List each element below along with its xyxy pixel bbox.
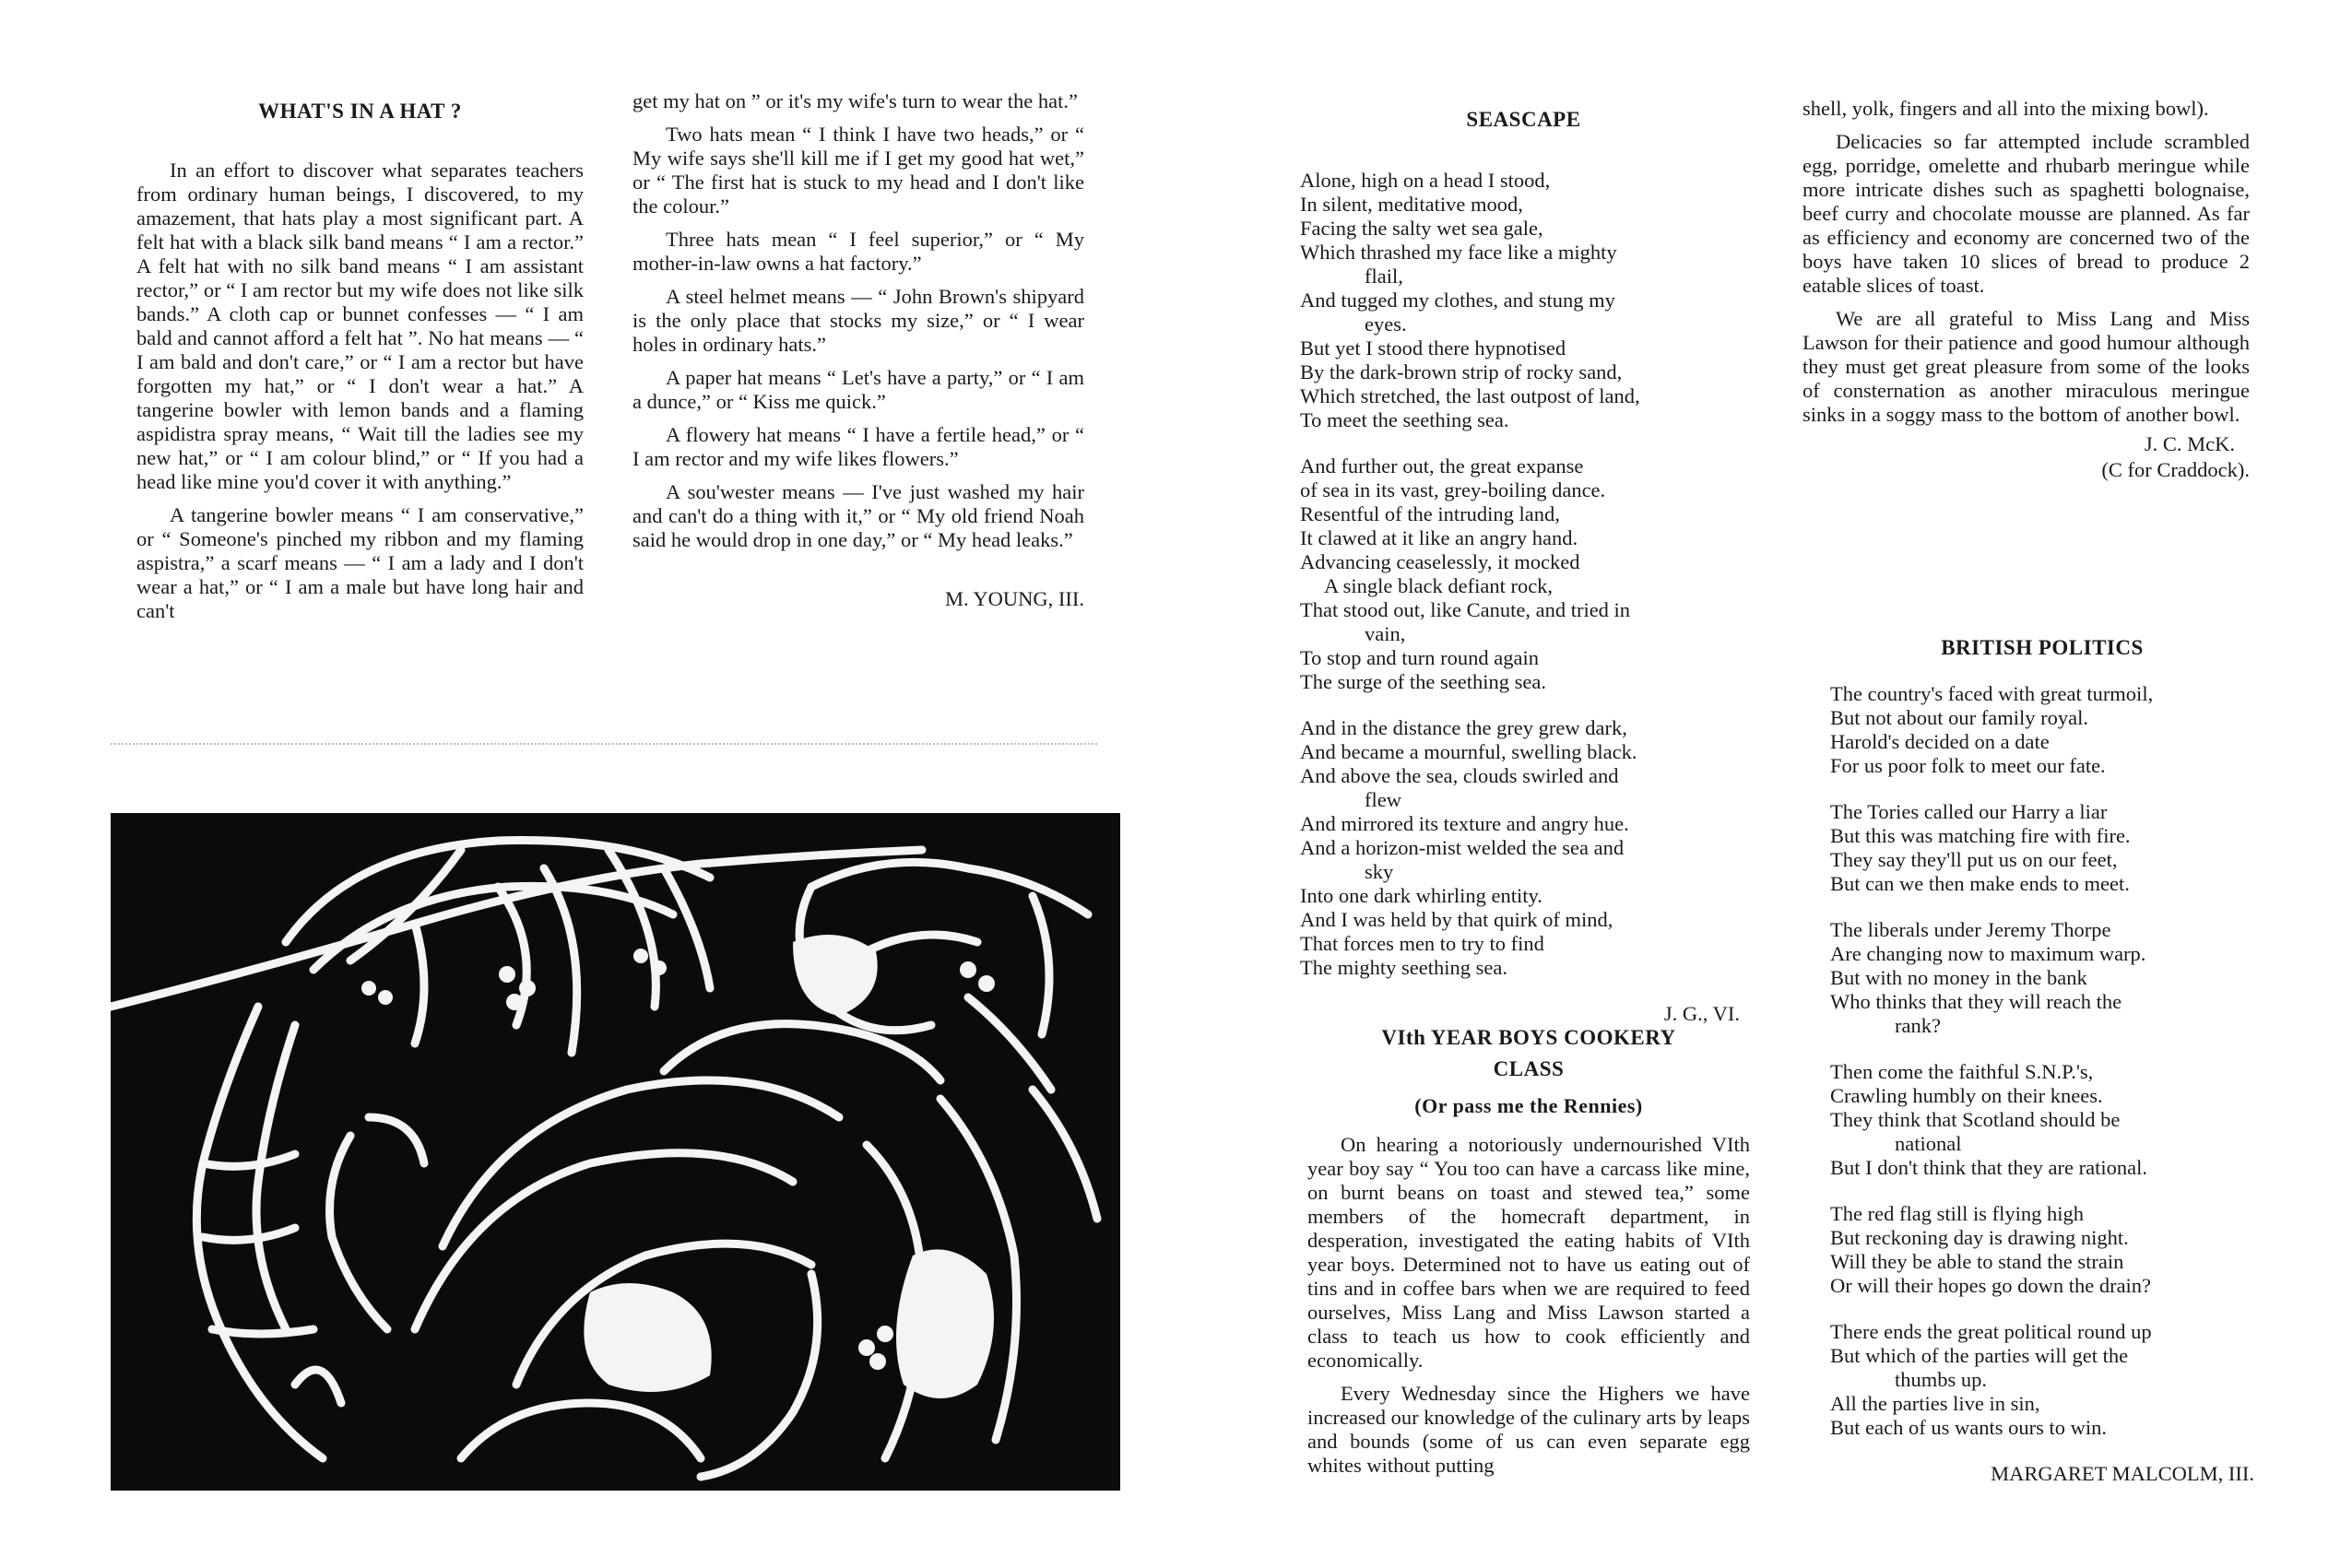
poem-line: Harold's decided on a date [1830, 730, 2050, 753]
poem-stanza [1300, 454, 1747, 694]
poem-line: Which stretched, the last outpost of land, [1300, 384, 1640, 407]
poem-line: And above the sea, clouds swirled and [1300, 764, 1619, 787]
paragraph: get my hat on ” or it's my wife's turn to wear the hat.” [632, 89, 1078, 112]
poem-line: But each of us wants ours to win. [1830, 1416, 2107, 1439]
poem-line: Alone, high on a head I stood, [1300, 169, 1551, 192]
poem-stanza [1830, 800, 2254, 896]
paragraph: A steel helmet means — “ John Brown's shipyard is the only place that stocks my size,” or “ I wear holes in ordinary hats.” [632, 285, 1084, 356]
paragraph: A paper hat means “ Let's have a party,” or “ I am a dunce,” or “ Kiss me quick.” [632, 366, 1084, 413]
poem-line: But reckoning day is drawing night. [1830, 1226, 2129, 1249]
poem-line: But can we then make ends to meet. [1830, 872, 2130, 895]
cookery-title-line1: VIth YEAR BOYS COOKERY [1381, 1026, 1676, 1049]
paragraph: On hearing a notoriously undernourished VIth year boy say “ You too can have a carcass like mine, on burnt beans on toast and stewed tea,” some members of the homecraft department, in desperation, investigated the eating habits of VIth year boys. Determined not to have us eating out of tins and in coffee bars when we are required to feed ourselves, Miss Lang and Miss Lawson started a class to teach us how to cook efficiently and economically. [1307, 1133, 1750, 1372]
poem-line: The red flag still is flying high [1830, 1202, 2084, 1225]
poem-line: Then come the faithful S.N.P.'s, [1830, 1060, 2094, 1083]
poem-line: But with no money in the bank [1830, 966, 2087, 989]
poem-stanza [1830, 682, 2254, 778]
seascape-stanzas [1300, 169, 1747, 980]
cookery-title-line2: CLASS [1493, 1057, 1565, 1080]
poem-line: Resentful of the intruding land, [1300, 502, 1560, 525]
poem-line: But this was matching fire with fire. [1830, 824, 2131, 847]
seascape-poem [1300, 108, 1747, 1026]
poem-line: But yet I stood there hypnotised [1300, 336, 1566, 360]
poem-line: But not about our family royal. [1830, 706, 2088, 729]
paragraph: Three hats mean “ I feel superior,” or “ My mother-in-law owns a hat factory.” [632, 228, 1084, 275]
poem-line: rank? [1895, 1014, 1941, 1037]
poem-line: To meet the seething sea. [1300, 408, 1509, 431]
poem-line: Advancing ceaselessly, it mocked [1300, 550, 1580, 573]
politics-signature: MARGARET MALCOLM, III. [1991, 1462, 2254, 1485]
poem-line: For us poor folk to meet our fate. [1830, 754, 2106, 777]
hat-signature: M. YOUNG, III. [944, 587, 1084, 610]
cookery-article-right [1802, 97, 2250, 482]
poem-line: Into one dark whirling entity. [1300, 884, 1542, 907]
section-divider [111, 743, 1097, 745]
poem-line: To stop and turn round again [1300, 646, 1540, 669]
linocut-illustration [111, 813, 1120, 1491]
hat-col1-body [136, 159, 584, 623]
paragraph: In an effort to discover what separates teachers from ordinary human beings, I discovered, to my amazement, that hats play a most significant part. A felt hat with a black silk band means “ I am a rector.” A felt hat with no silk band means “ I am assistant rector,” or “ I am rector but my wife does not like silk bands.” A cloth cap or bunnet confesses — “ I am bald and cannot afford a felt hat ”. No hat means — “ I am bald and don't care,” or “ I am a rector but have forgotten my hat,” or “ I don't wear a hat.” A tangerine bowler with lemon bands and a flaming aspidistra spray means, “ Wait till the ladies see my new hat,” or “ I am colour blind,” or “ If you had a head like mine you'd cover it with anything.” [136, 159, 584, 493]
poem-line: Who thinks that they will reach the [1830, 990, 2122, 1013]
poem-line: And mirrored its texture and angry hue. [1300, 812, 1629, 835]
poem-line: There ends the great political round up [1830, 1320, 2152, 1343]
poem-line: The Tories called our Harry a liar [1830, 800, 2108, 823]
poem-line: of sea in its vast, grey-boiling dance. [1300, 478, 1606, 501]
paragraph: A sou'wester means — I've just washed my hair and can't do a thing with it,” or “ My old friend Noah said he would drop in one day,” or “ My head leaks.” [632, 480, 1084, 551]
poem-line: flew [1365, 788, 1401, 811]
poem-line: eyes. [1365, 312, 1407, 336]
paragraph: Delicacies so far attempted include scrambled egg, porridge, omelette and rhubarb meringue while more intricate dishes such as spaghetti bolognaise, beef curry and chocolate mousse are planned. As far as efficiency and economy are concerned two of the boys have taken 10 slices of bread to produce 2 eatable slices of toast. [1802, 130, 2250, 297]
cookery-article-left [1307, 1026, 1750, 1478]
poem-line: vain, [1365, 622, 1406, 645]
poem-line: But which of the parties will get the [1830, 1344, 2129, 1367]
poem-line: flail, [1365, 265, 1403, 288]
cookery-subtitle: (Or pass me the Rennies) [1414, 1094, 1643, 1117]
poem-line: Which thrashed my face like a mighty [1300, 241, 1617, 264]
paragraph: A flowery hat means “ I have a fertile head,” or “ I am rector and my wife likes flowers.” [632, 423, 1084, 470]
paragraph: Every Wednesday since the Highers we have increased our knowledge of the culinary arts by leaps and bounds (some of us can even separate egg whites without putting [1307, 1382, 1750, 1477]
poem-line: And in the distance the grey grew dark, [1300, 716, 1627, 739]
seascape-signature: J. G., VI. [1663, 1002, 1740, 1025]
hat-article-col2 [632, 89, 1084, 611]
paragraph: A tangerine bowler means “ I am conservative,” or “ Someone's pinched my ribbon and my flaming aspistra,” a scarf means — “ I am a lady and I don't wear a hat,” or “ I am a male but have long hair and can't [136, 503, 584, 622]
politics-poem [1830, 636, 2254, 1486]
poem-line: thumbs up. [1895, 1368, 1988, 1391]
poem-line: And tugged my clothes, and stung my [1300, 289, 1615, 312]
poem-line: The mighty seething sea. [1300, 956, 1507, 979]
poem-line: The country's faced with great turmoil, [1830, 682, 2154, 705]
poem-line: Will they be able to stand the strain [1830, 1250, 2124, 1273]
poem-line: And became a mournful, swelling black. [1300, 740, 1637, 763]
politics-title: BRITISH POLITICS [1941, 636, 2144, 659]
seascape-title: SEASCAPE [1466, 108, 1581, 131]
poem-stanza [1830, 918, 2254, 1038]
poem-line: They say they'll put us on our feet, [1830, 848, 2118, 871]
paragraph: shell, yolk, fingers and all into the mixing bowl). [1802, 97, 2209, 120]
poem-line: They think that Scotland should be [1830, 1108, 2121, 1131]
poem-stanza [1830, 1320, 2254, 1440]
linocut-drawing [111, 813, 1120, 1491]
poem-line: sky [1365, 860, 1394, 883]
politics-stanzas [1830, 682, 2254, 1440]
paragraph: Two hats mean “ I think I have two heads,” or “ My wife says she'll kill me if I get my good hat wet,” or “ The first hat is stuck to my head and I don't like the colour.” [632, 123, 1084, 218]
poem-line: Or will their hopes go down the drain? [1830, 1274, 2152, 1297]
poem-stanza [1830, 1202, 2254, 1298]
poem-line: And further out, the great expanse [1300, 454, 1584, 477]
poem-line: The surge of the seething sea. [1300, 670, 1547, 693]
cookery-signature: J. C. McK. [2144, 432, 2235, 455]
poem-line: Are changing now to maximum warp. [1830, 942, 2146, 965]
cookery-right-body [1802, 97, 2250, 427]
poem-line: All the parties live in sin, [1830, 1392, 2040, 1415]
poem-stanza [1300, 716, 1747, 980]
poem-stanza [1830, 1060, 2254, 1180]
poem-line: A single black defiant rock, [1324, 574, 1554, 597]
poem-line: national [1895, 1132, 1962, 1155]
poem-line: Crawling humbly on their knees. [1830, 1084, 2103, 1107]
poem-line: By the dark-brown strip of rocky sand, [1300, 360, 1623, 383]
poem-line: In silent, meditative mood, [1300, 193, 1523, 216]
poem-stanza [1300, 169, 1747, 432]
cookery-left-body [1307, 1133, 1750, 1478]
hat-col2-body [632, 89, 1084, 552]
poem-line: That stood out, like Canute, and tried in [1300, 598, 1631, 621]
paragraph: We are all grateful to Miss Lang and Miss Lawson for their patience and good humour although they must get great pleasure from some of the looks of consternation as another miraculous meringue sinks in a soggy mass to the bottom of another bowl. [1802, 307, 2250, 426]
hat-article-title: WHAT'S IN A HAT ? [258, 100, 462, 123]
poem-line: The liberals under Jeremy Thorpe [1830, 918, 2111, 941]
poem-line: Facing the salty wet sea gale, [1300, 217, 1543, 240]
poem-line: That forces men to try to find [1300, 932, 1544, 955]
hat-article-col1 [136, 100, 584, 623]
cookery-signature-note: (C for Craddock). [2101, 458, 2250, 481]
poem-line: It clawed at it like an angry hand. [1300, 526, 1578, 549]
poem-line: But I don't think that they are rational. [1830, 1156, 2147, 1179]
poem-line: And I was held by that quirk of mind, [1300, 908, 1613, 931]
poem-line: And a horizon-mist welded the sea and [1300, 836, 1625, 859]
